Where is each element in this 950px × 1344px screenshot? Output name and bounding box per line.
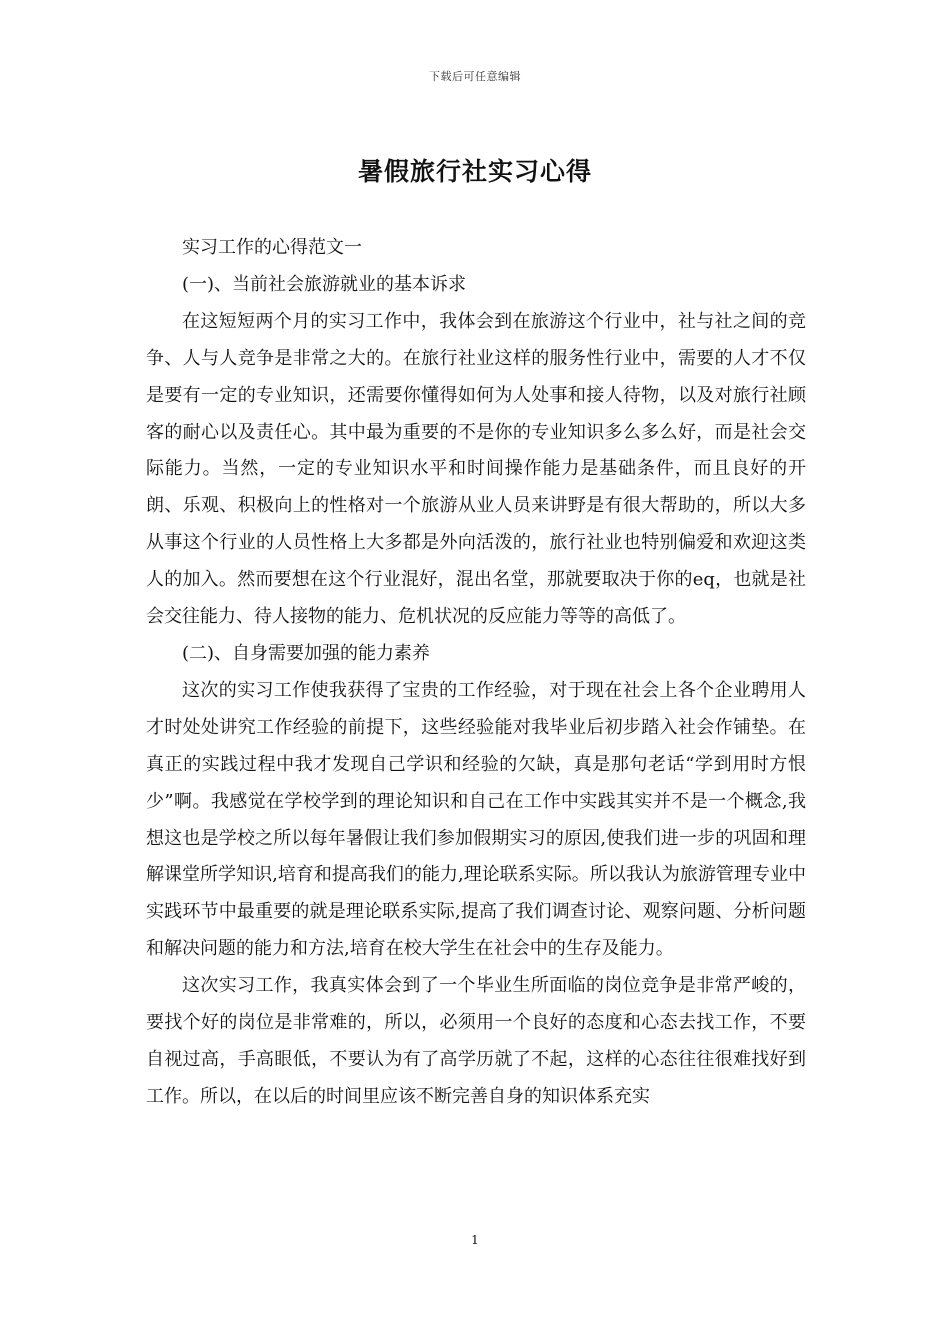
body-paragraph: 这次的实习工作使我获得了宝贵的工作经验，对于现在社会上各个企业聘用人才时处处讲究工作经验的前提下，这些经验能对我毕业后初步踏入社会作铺垫。在真正的实践过程中我才发现自己学识和经验的欠缺，真是那句老话“学到用时方恨少”啊。我感觉在学校学到的理论知识和自己在工作中实践其实并不是一个概念,我想这也是学校之所以每年暑假让我们参加假期实习的原因,使我们进一步的巩固和理解课堂所学知识,培育和提高我们的能力,理论联系实际。所以我认为旅游管理专业中实践环节中最重要的就是理论联系实际,提高了我们调查讨论、观察问题、分析问题和解决问题的能力和方法,培育在校大学生在社会中的生存及能力。 [146, 679, 806, 960]
document-title: 暑假旅行社实习心得 [357, 157, 592, 186]
page-number: 1 [471, 1233, 479, 1247]
body-paragraph: 在这短短两个月的实习工作中，我体会到在旅游这个行业中，社与社之间的竞争、人与人竞争是非常之大的。在旅行社业这样的服务性行业中，需要的人才不仅是要有一定的专业知识，还需要你懂得如何为人处事和接人待物，以及对旅行社顾客的耐心以及责任心。其中最为重要的不是你的专业知识多么多么好，而是社会交际能力。当然，一定的专业知识水平和时间操作能力是基础条件，而且良好的开朗、乐观、积极向上的性格对一个旅游从业人员来讲野是有很大帮助的，所以大多从事这个行业的人员性格上大多都是外向活泼的，旅行社业也特别偏爱和欢迎这类人的加入。然而要想在这个行业混好，混出名堂，那就要取决于你的eq，也就是社会交往能力、待人接物的能力、危机状况的反应能力等等的高低了。 [146, 310, 806, 628]
document-body [146, 230, 806, 1116]
subsection-heading: (二)、自身需要加强的能力素养 [182, 642, 431, 664]
body-paragraph: 这次实习工作，我真实体会到了一个毕业生所面临的岗位竞争是非常严峻的，要找个好的岗位是非常难的，所以，必须用一个良好的态度和心态去找工作，不要自视过高，手高眼低，不要认为有了高学历就了不起，这样的心态往往很难找好到工作。所以，在以后的时间里应该不断完善自身的知识体系充实 [146, 975, 806, 1107]
header-note: 下载后可任意编辑 [429, 70, 521, 83]
subsection-heading: (一)、当前社会旅游就业的基本诉求 [182, 273, 467, 295]
section-heading: 实习工作的心得范文一 [182, 237, 362, 258]
